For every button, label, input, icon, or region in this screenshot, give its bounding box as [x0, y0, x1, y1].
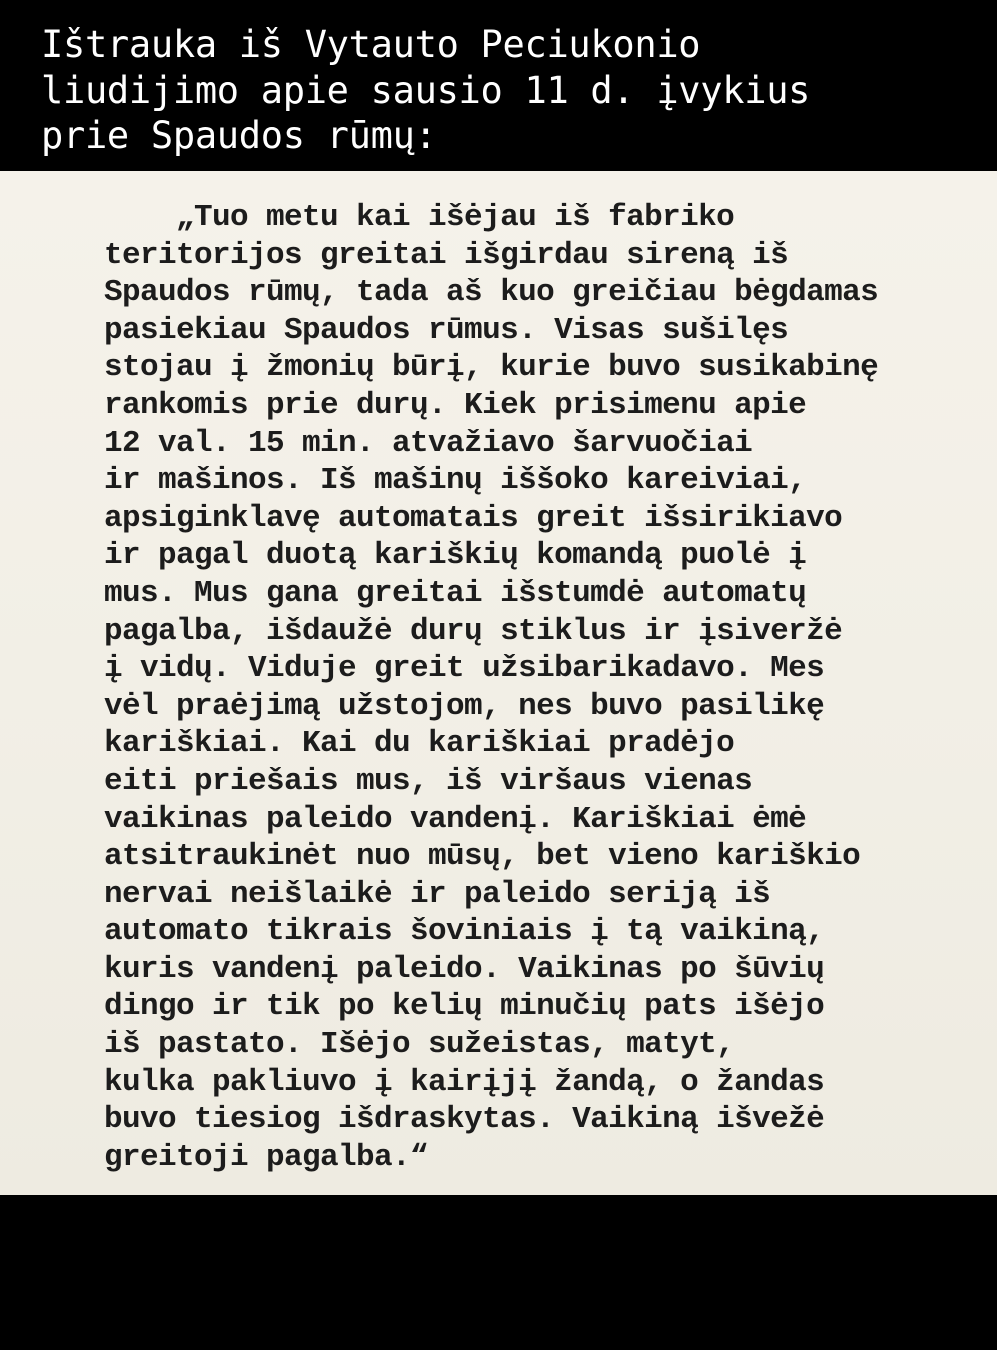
quote-line: ir pagal duotą kariškių komandą puolė į — [104, 538, 807, 574]
quote-line: rankomis prie durų. Kiek prisimenu apie — [104, 387, 807, 423]
quote-line: teritorijos greitai išgirdau sireną iš — [104, 237, 789, 273]
quote-line: buvo tiesiog išdraskytas. Vaikiną išvežė — [104, 1102, 825, 1138]
quote-line: kariškiai. Kai du kariškiai pradėjo — [104, 726, 735, 762]
quote-line: apsiginklavę automatais greit išsirikiavo — [104, 500, 843, 536]
header-line-3: prie Spaudos rūmų: — [41, 114, 437, 157]
quote-line: vaikinas paleido vandenį. Kariškiai ėmė — [104, 801, 807, 837]
quote-line: kuris vandenį paleido. Vaikinas po šūvių — [104, 951, 825, 987]
quote-line: „Tuo metu kai išėjau iš fabriko — [104, 200, 735, 235]
quote-line: mus. Mus gana greitai išstumdė automatų — [104, 575, 807, 611]
quote-line: pagalba, išdaužė durų stiklus ir įsiveržė — [104, 613, 843, 649]
quote-paper — [0, 171, 997, 1195]
quote-line: atsitraukinėt nuo mūsų, bet vieno kariškio — [104, 839, 861, 875]
quote-line: kulka pakliuvo į kairįjį žandą, o žandas — [104, 1064, 825, 1100]
quote-line: iš pastato. Išėjo sužeistas, matyt, — [104, 1027, 735, 1063]
quote-line: Spaudos rūmų, tada aš kuo greičiau bėgdamas — [104, 275, 879, 311]
footer-band — [0, 1195, 997, 1350]
quote-line: į vidų. Viduje greit užsibarikadavo. Mes — [104, 651, 825, 687]
header-line-2: liudijimo apie sausio 11 d. įvykius — [41, 68, 811, 112]
quote-line: greitoji pagalba.“ — [104, 1139, 429, 1175]
quote-line: ir mašinos. Iš mašinų iššoko kareiviai, — [104, 463, 807, 499]
quote-line: eiti priešais mus, iš viršaus vienas — [104, 763, 753, 799]
quote-line: pasiekiau Spaudos rūmus. Visas sušilęs — [104, 312, 789, 348]
quote-line: stojau į žmonių būrį, kurie buvo susikabinę — [104, 350, 879, 386]
quote-line: 12 val. 15 min. atvažiavo šarvuočiai — [104, 425, 753, 461]
header-banner — [0, 0, 997, 171]
quote-line: automato tikrais šoviniais į tą vaikiną, — [104, 914, 825, 950]
quote-line: vėl praėjimą užstojom, nes buvo pasilikę — [104, 688, 825, 724]
quote-line: dingo ir tik po kelių minučių pats išėjo — [104, 989, 825, 1025]
quote-line: nervai neišlaikė ir paleido seriją iš — [104, 876, 771, 912]
header-line-1: Ištrauka iš Vytauto Peciukonio — [41, 23, 701, 66]
